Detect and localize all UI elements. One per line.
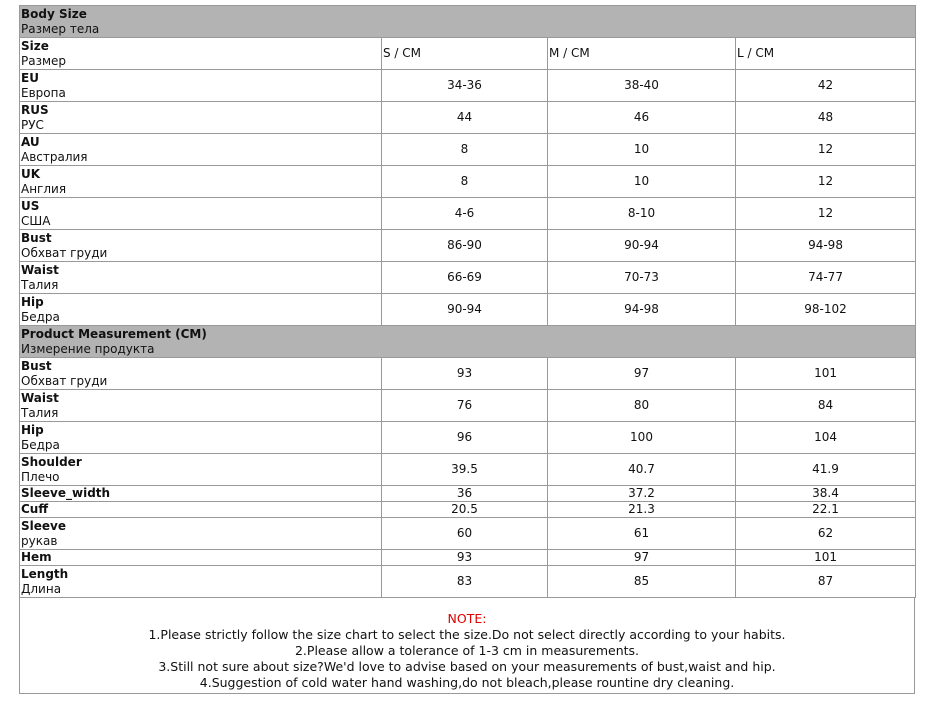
table-cell: 96 [382,422,548,454]
table-cell: 48 [736,102,916,134]
table-row [20,198,916,230]
column-header-text: L / CM [737,46,775,60]
row-label [20,358,382,390]
section-title [20,6,916,38]
table-cell: 74-77 [736,262,916,294]
row-label [20,230,382,262]
row-label-en: AU [21,134,40,149]
row-label [20,134,382,166]
table-cell: 34-36 [382,70,548,102]
table-cell: 84 [736,390,916,422]
column-header-text: S / CM [383,46,422,60]
row-label-ru: Плечо [21,469,60,484]
table-cell: 62 [736,518,916,550]
row-label [20,198,382,230]
table-cell: 21.3 [548,502,736,518]
table-cell: 86-90 [382,230,548,262]
size-table [19,5,916,598]
table-row [20,422,916,454]
row-label-en: EU [21,70,39,85]
table-cell: 60 [382,518,548,550]
note-line-3: 3.Still not sure about size?We'd love to advise based on your measurements of bust,waist and hip. [158,659,776,674]
table-cell: 97 [548,358,736,390]
row-label [20,566,382,598]
table-cell: 70-73 [548,262,736,294]
table-cell: 94-98 [548,294,736,326]
size-label-ru: Размер [21,53,67,68]
table-row [20,502,916,518]
row-label-ru: Длина [21,581,62,596]
column-header [736,38,916,70]
row-label-ru: Талия [21,405,59,420]
column-header [382,38,548,70]
row-label-en: Shoulder [21,454,82,469]
table-cell: 10 [548,166,736,198]
column-header-text: M / CM [549,46,590,60]
table-cell: 44 [382,102,548,134]
table-cell: 42 [736,70,916,102]
row-label-ru: РУС [21,117,44,132]
row-label-ru: Англия [21,181,67,196]
table-cell: 20.5 [382,502,548,518]
table-row [20,262,916,294]
table-cell: 101 [736,358,916,390]
row-label [20,390,382,422]
row-label-en: Bust [21,358,52,373]
row-label-ru: Австралия [21,149,88,164]
table-row [20,70,916,102]
table-row [20,134,916,166]
row-label-ru: Обхват груди [21,373,108,388]
table-cell: 83 [382,566,548,598]
table-cell: 93 [382,550,548,566]
table-cell: 40.7 [548,454,736,486]
row-label [20,70,382,102]
table-row [20,518,916,550]
table-cell: 4-6 [382,198,548,230]
row-label-en: UK [21,166,41,181]
section-title-en: Product Measurement (CM) [21,326,207,341]
row-label-ru: Обхват груди [21,245,108,260]
section-header-body [20,6,916,38]
section-header-product [20,326,916,358]
table-row [20,358,916,390]
row-label-ru: Бедра [21,437,60,452]
size-chart [19,5,915,694]
row-label-en: Bust [21,230,52,245]
table-cell: 39.5 [382,454,548,486]
row-label [20,422,382,454]
table-cell: 8-10 [548,198,736,230]
row-label-en: Length [21,566,69,581]
column-header [548,38,736,70]
table-cell: 8 [382,134,548,166]
row-label-ru: Талия [21,277,59,292]
table-cell: 76 [382,390,548,422]
size-header-row [20,38,916,70]
table-cell: 61 [548,518,736,550]
table-cell: 66-69 [382,262,548,294]
row-label [20,102,382,134]
row-label [20,294,382,326]
section-title [20,326,916,358]
row-label-en: Waist [21,262,59,277]
table-row [20,230,916,262]
table-cell: 46 [548,102,736,134]
table-cell: 80 [548,390,736,422]
table-row [20,390,916,422]
table-row [20,566,916,598]
table-cell: 22.1 [736,502,916,518]
table-cell: 12 [736,166,916,198]
table-row [20,294,916,326]
table-row [20,454,916,486]
table-cell: 101 [736,550,916,566]
row-label-en: RUS [21,102,49,117]
table-row [20,550,916,566]
table-cell: 38.4 [736,486,916,502]
table-cell: 12 [736,198,916,230]
table-cell: 90-94 [548,230,736,262]
row-label-ru: рукав [21,533,58,548]
table-cell: 41.9 [736,454,916,486]
table-cell: 100 [548,422,736,454]
row-label-en: Waist [21,390,59,405]
row-label-en: US [21,198,40,213]
size-label-en: Size [21,38,49,53]
table-cell: 12 [736,134,916,166]
table-cell: 38-40 [548,70,736,102]
table-cell: 94-98 [736,230,916,262]
row-label [20,518,382,550]
table-cell: 104 [736,422,916,454]
row-label [20,550,382,566]
table-cell: 8 [382,166,548,198]
note-line-1: 1.Please strictly follow the size chart to select the size.Do not select directly according to your habits. [148,627,786,642]
table-row [20,102,916,134]
note-title: NOTE: [447,611,487,626]
table-row [20,166,916,198]
row-label [20,486,382,502]
row-label-ru: Европа [21,85,66,100]
table-cell: 93 [382,358,548,390]
note-box [19,598,915,694]
size-header-label [20,38,382,70]
table-cell: 87 [736,566,916,598]
section-title-ru: Размер тела [21,21,100,36]
table-cell: 10 [548,134,736,166]
table-row [20,486,916,502]
row-label-ru: Бедра [21,309,60,324]
row-label-en: Hem [21,550,52,564]
table-cell: 90-94 [382,294,548,326]
row-label-en: Hip [21,422,44,437]
note-line-2: 2.Please allow a tolerance of 1-3 cm in measurements. [294,643,639,658]
row-label [20,454,382,486]
table-cell: 97 [548,550,736,566]
table-cell: 37.2 [548,486,736,502]
row-label-en: Cuff [21,502,49,516]
section-title-en: Body Size [21,6,87,21]
note-line-4: 4.Suggestion of cold water hand washing,do not bleach,please rountine dry cleaning. [199,675,735,690]
row-label [20,262,382,294]
row-label [20,502,382,518]
row-label-en: Hip [21,294,44,309]
table-cell: 36 [382,486,548,502]
row-label-en: Sleeve [21,518,66,533]
row-label [20,166,382,198]
table-cell: 85 [548,566,736,598]
section-title-ru: Измерение продукта [21,341,155,356]
row-label-ru: США [21,213,51,228]
table-cell: 98-102 [736,294,916,326]
row-label-en: Sleeve_width [21,486,111,500]
